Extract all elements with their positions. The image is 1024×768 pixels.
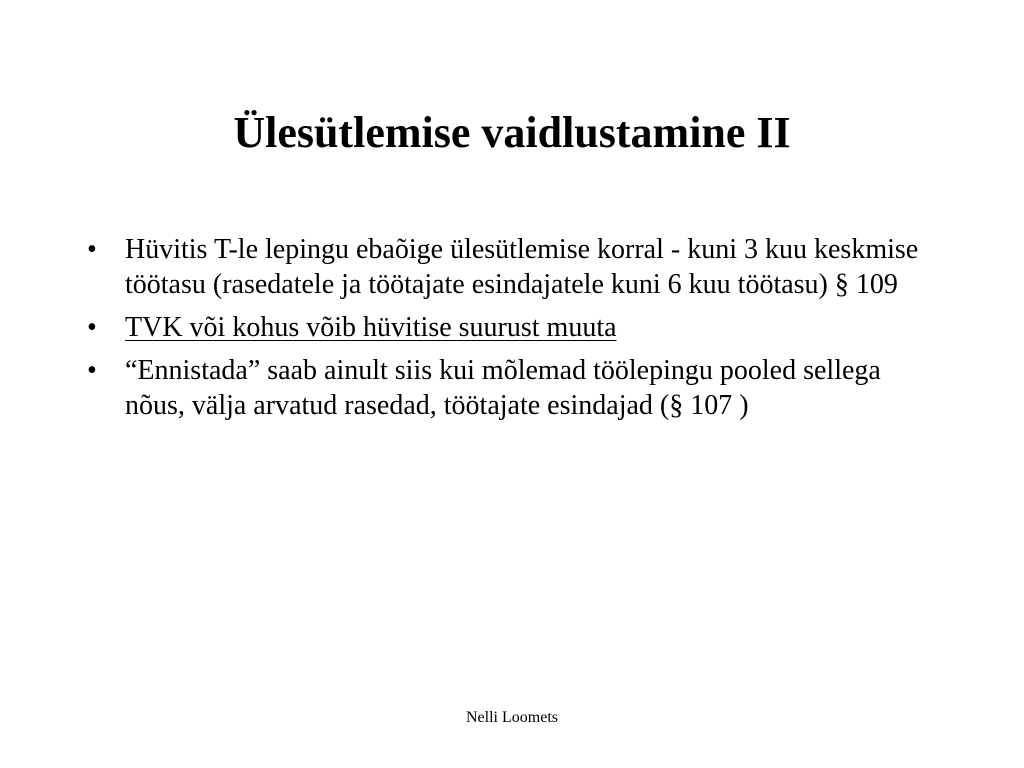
bullet-marker: • (87, 355, 97, 386)
bullet-text-underlined: TVK või kohus võib hüvitise suurust muuta (125, 312, 617, 343)
slide-title: Ülesütlemise vaidlustamine II (233, 108, 791, 157)
bullet-item (85, 310, 945, 345)
bullet-marker: • (87, 234, 97, 265)
bullet-item (85, 232, 945, 302)
bullet-marker: • (87, 312, 97, 343)
bullet-item (85, 353, 945, 423)
bullet-list (85, 232, 945, 431)
bullet-text: “Ennistada” saab ainult siis kui mõlemad töölepingu pooled sellega nõus, välja arvatud rasedad, töötajate esindajad (§ 107 ) (125, 355, 881, 421)
bullet-text: Hüvitis T-le lepingu ebaõige ülesütlemise korral - kuni 3 kuu keskmise töötasu (rasedatele ja töötajate esindajatele kuni 6 kuu töötasu) § 109 (125, 234, 919, 300)
slide-footer-author: Nelli Loomets (466, 709, 558, 726)
